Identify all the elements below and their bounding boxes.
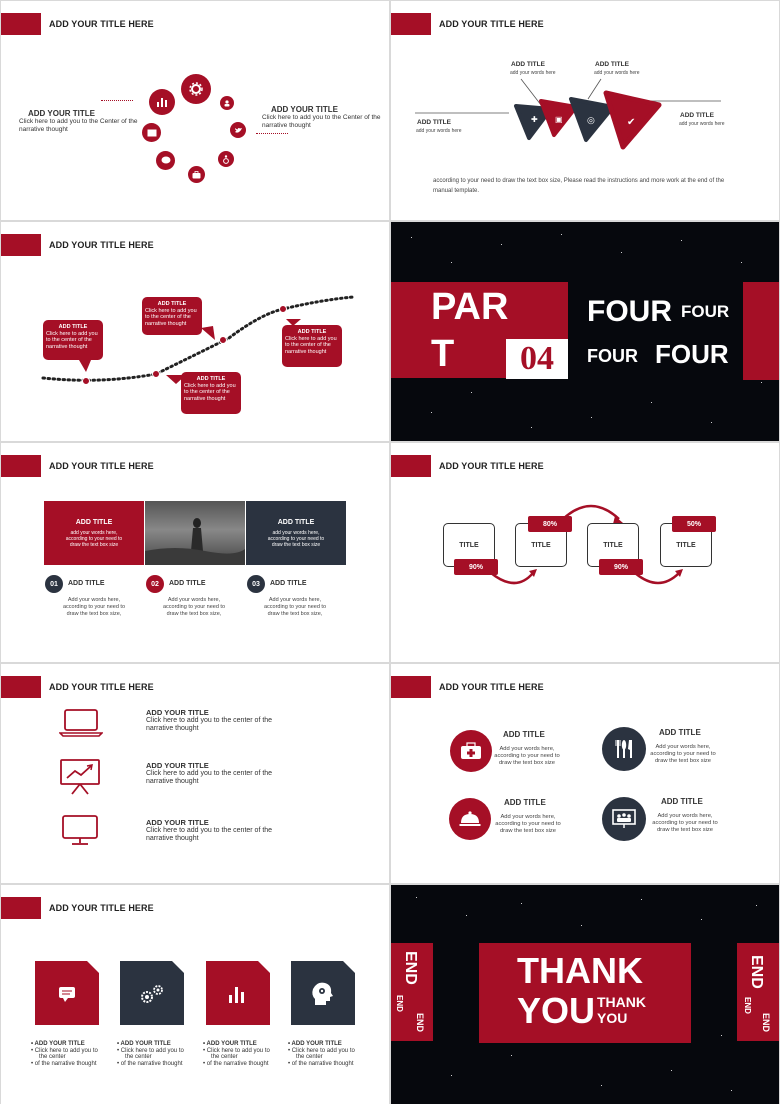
left-text: Click here to add you to the Center of the narrative thought bbox=[19, 118, 138, 133]
monitor-icon bbox=[61, 814, 99, 846]
twitter-icon[interactable] bbox=[230, 122, 246, 138]
part-number: 04 bbox=[506, 339, 568, 379]
header-bar bbox=[1, 676, 41, 698]
end-small-right-2: END bbox=[761, 1013, 771, 1033]
right-title: ADD YOUR TITLE bbox=[271, 105, 338, 114]
item-text-2: Add your words here, according to your need to draw the text box size, bbox=[162, 597, 226, 617]
bubble-title: ADD TITLE bbox=[297, 329, 327, 335]
chat-icon[interactable] bbox=[156, 151, 175, 170]
bar-chart-icon[interactable] bbox=[149, 89, 175, 115]
bubble-text: Click here to add you to the center of the narrative thought bbox=[145, 307, 197, 327]
percent-2: 80% bbox=[528, 516, 572, 532]
header-bar bbox=[391, 676, 431, 698]
body-text: according to your need to draw the text box size, Please read the instructions and more work at the end of the manual template. bbox=[433, 178, 725, 194]
card-title: ADD TITLE bbox=[75, 519, 113, 526]
card-line: of the narrative thought bbox=[291, 1060, 354, 1067]
svg-text:▣: ▣ bbox=[555, 115, 563, 124]
card-3-text: • ADD YOUR TITLE • Click here to add you to the center • of the narrative thought bbox=[203, 1041, 270, 1067]
end-big-left: END bbox=[402, 951, 419, 985]
card-text: add your words here, according to your need to draw the text box size bbox=[267, 530, 325, 548]
slide-8[interactable] bbox=[391, 664, 779, 883]
card-line: Click here to add you to bbox=[120, 1047, 184, 1054]
card-title: ADD YOUR TITLE bbox=[34, 1041, 85, 1047]
item-number-3: 03 bbox=[247, 575, 265, 593]
four-1: FOUR bbox=[587, 295, 672, 328]
thank-small: THANK bbox=[597, 994, 646, 1010]
thank-text: THANK bbox=[517, 950, 643, 991]
you-text: YOU bbox=[517, 990, 596, 1031]
left-title: ADD YOUR TITLE bbox=[28, 109, 95, 118]
card-line: of the narrative thought bbox=[120, 1060, 183, 1067]
item-text-1: Add your words here, according to your need to draw the text box size, bbox=[62, 597, 126, 617]
slide-title: ADD YOUR TITLE HERE bbox=[49, 19, 154, 29]
label-3-text: add your words here bbox=[416, 128, 462, 134]
card-title: ADD TITLE bbox=[277, 519, 315, 526]
header-bar bbox=[1, 897, 41, 919]
slide-4[interactable] bbox=[391, 222, 779, 441]
right-connector bbox=[256, 133, 288, 134]
timeline-bubble-2[interactable] bbox=[142, 297, 202, 335]
card-dark bbox=[246, 501, 346, 565]
card-line: Click here to add you to bbox=[291, 1047, 355, 1054]
left-connector bbox=[101, 100, 133, 101]
timeline-bubble-4[interactable] bbox=[282, 325, 342, 367]
cutlery-icon bbox=[602, 727, 646, 771]
timeline-bubble-1[interactable] bbox=[43, 320, 103, 360]
card-title: ADD YOUR TITLE bbox=[120, 1041, 171, 1047]
item-text-1: Add your words here, according to your need to draw the text box size bbox=[494, 746, 560, 766]
item-text-2: Click here to add you to the center of the narrative thought bbox=[146, 770, 273, 785]
briefcase-icon[interactable] bbox=[188, 166, 205, 183]
label-1-text: add your words here bbox=[510, 70, 556, 76]
card-2-text: • ADD YOUR TITLE • Click here to add you to the center • of the narrative thought bbox=[117, 1041, 184, 1067]
meeting-screen-icon bbox=[602, 797, 646, 841]
item-text-3: Add your words here, according to your need to draw the text box size, bbox=[263, 597, 327, 617]
card-line: the center bbox=[125, 1054, 152, 1060]
label-1-title: ADD TITLE bbox=[511, 61, 545, 68]
card-line: the center bbox=[211, 1054, 238, 1060]
item-text-3: Add your words here, according to your need to draw the text box size bbox=[495, 814, 561, 834]
slide-title: ADD YOUR TITLE HERE bbox=[439, 19, 544, 29]
flow-box-2[interactable]: TITLE bbox=[515, 523, 567, 567]
item-title-3: ADD TITLE bbox=[270, 580, 307, 587]
card-1-text: • ADD YOUR TITLE • Click here to add you to the center • of the narrative thought bbox=[31, 1041, 98, 1067]
slide-title: ADD YOUR TITLE HERE bbox=[49, 682, 154, 692]
end-big-right: END bbox=[748, 955, 765, 989]
card-red bbox=[44, 501, 144, 565]
card-4-text: • ADD YOUR TITLE • Click here to add you to the center • of the narrative thought bbox=[288, 1041, 355, 1067]
item-text-4: Add your words here, according to your need to draw the text box size bbox=[652, 813, 718, 833]
item-text-1: Click here to add you to the center of the narrative thought bbox=[146, 717, 273, 732]
slide-title: ADD YOUR TITLE HERE bbox=[49, 903, 154, 913]
part-label-2: T bbox=[431, 333, 455, 375]
label-2-text: add your words here bbox=[594, 70, 640, 76]
percent-4: 50% bbox=[672, 516, 716, 532]
header-bar bbox=[1, 13, 41, 35]
wheelchair-icon[interactable] bbox=[218, 151, 234, 167]
svg-text:✔: ✔ bbox=[627, 117, 636, 128]
card-line: of the narrative thought bbox=[206, 1060, 269, 1067]
item-title-2: ADD YOUR TITLE bbox=[146, 761, 209, 770]
card-1-chat-icon bbox=[35, 961, 99, 1025]
card-text: add your words here, according to your need to draw the text box size bbox=[65, 530, 123, 548]
timeline-bubble-3[interactable] bbox=[181, 372, 241, 414]
slide-9[interactable] bbox=[1, 885, 389, 1104]
item-title-2: ADD TITLE bbox=[169, 580, 206, 587]
item-text-2: Add your words here, according to your need to draw the text box size bbox=[650, 744, 716, 764]
slide-5[interactable] bbox=[1, 443, 389, 662]
bubble-text: Click here to add you to the center of the narrative thought bbox=[46, 330, 98, 350]
part-label: PAR bbox=[431, 286, 509, 328]
flow-box-4[interactable]: TITLE bbox=[660, 523, 712, 567]
item-title-3: ADD YOUR TITLE bbox=[146, 818, 209, 827]
slide-3[interactable] bbox=[1, 222, 389, 441]
card-line: the center bbox=[296, 1054, 323, 1060]
message-icon[interactable] bbox=[142, 123, 161, 142]
item-number-1: 01 bbox=[45, 575, 63, 593]
item-title-1: ADD TITLE bbox=[68, 580, 105, 587]
header-bar bbox=[1, 455, 41, 477]
people-icon[interactable] bbox=[220, 96, 234, 110]
bubble-text: Click here to add you to the center of the narrative thought bbox=[184, 382, 236, 402]
card-4-head-gear-icon bbox=[291, 961, 355, 1025]
card-3-bar-chart-icon bbox=[206, 961, 270, 1025]
end-small-left-1: END bbox=[395, 995, 404, 1012]
card-title: ADD YOUR TITLE bbox=[206, 1041, 257, 1047]
svg-text:◎: ◎ bbox=[587, 115, 595, 125]
bubble-title: ADD TITLE bbox=[157, 301, 187, 307]
bubble-title: ADD TITLE bbox=[58, 324, 88, 330]
presentation-icon bbox=[59, 758, 101, 796]
item-number-2: 02 bbox=[146, 575, 164, 593]
photo-image bbox=[145, 501, 245, 565]
item-title-4: ADD TITLE bbox=[661, 797, 703, 806]
right-text: Click here to add you to the Center of the narrative thought bbox=[262, 114, 381, 129]
four-2: FOUR bbox=[681, 302, 730, 321]
card-title: ADD YOUR TITLE bbox=[291, 1041, 342, 1047]
slide-1[interactable] bbox=[1, 1, 389, 220]
slide-title: ADD YOUR TITLE HERE bbox=[439, 682, 544, 692]
end-small-left-2: END bbox=[415, 1013, 425, 1033]
end-small-right-1: END bbox=[743, 997, 752, 1014]
svg-text:✚: ✚ bbox=[531, 115, 538, 124]
label-2-title: ADD TITLE bbox=[595, 61, 629, 68]
item-text-3: Click here to add you to the center of the narrative thought bbox=[146, 827, 273, 842]
flow-box-3[interactable]: TITLE bbox=[587, 523, 639, 567]
slide-title: ADD YOUR TITLE HERE bbox=[49, 240, 154, 250]
label-3-title: ADD TITLE bbox=[417, 119, 451, 126]
slide-6[interactable] bbox=[391, 443, 779, 662]
bubble-title: ADD TITLE bbox=[196, 376, 226, 382]
flow-box-1[interactable]: TITLE bbox=[443, 523, 495, 567]
card-line: Click here to add you to bbox=[206, 1047, 270, 1054]
card-line: Click here to add you to bbox=[34, 1047, 98, 1054]
card-line: the center bbox=[39, 1054, 66, 1060]
laptop-icon bbox=[59, 708, 103, 738]
item-title-3: ADD TITLE bbox=[504, 798, 546, 807]
bubble-text: Click here to add you to the center of the narrative thought bbox=[285, 335, 337, 355]
item-title-1: ADD YOUR TITLE bbox=[146, 708, 209, 717]
you-small: YOU bbox=[597, 1010, 628, 1026]
label-4-title: ADD TITLE bbox=[680, 112, 714, 119]
slide-2[interactable] bbox=[391, 1, 779, 220]
item-title-1: ADD TITLE bbox=[503, 730, 545, 739]
percent-3: 90% bbox=[599, 559, 643, 575]
slide-10[interactable] bbox=[391, 885, 779, 1104]
percent-1: 90% bbox=[454, 559, 498, 575]
cloche-icon bbox=[449, 798, 491, 840]
gear-icon[interactable] bbox=[181, 74, 211, 104]
label-4-text: add your words here bbox=[679, 121, 725, 127]
card-line: of the narrative thought bbox=[34, 1060, 97, 1067]
slide-title: ADD YOUR TITLE HERE bbox=[439, 461, 544, 471]
slide-title: ADD YOUR TITLE HERE bbox=[49, 461, 154, 471]
right-block bbox=[743, 282, 779, 380]
card-2-gears-icon bbox=[120, 961, 184, 1025]
slide-7[interactable] bbox=[1, 664, 389, 883]
medical-kit-icon bbox=[450, 730, 492, 772]
item-title-2: ADD TITLE bbox=[659, 728, 701, 737]
four-3: FOUR bbox=[587, 346, 638, 366]
four-4: FOUR bbox=[655, 339, 729, 369]
